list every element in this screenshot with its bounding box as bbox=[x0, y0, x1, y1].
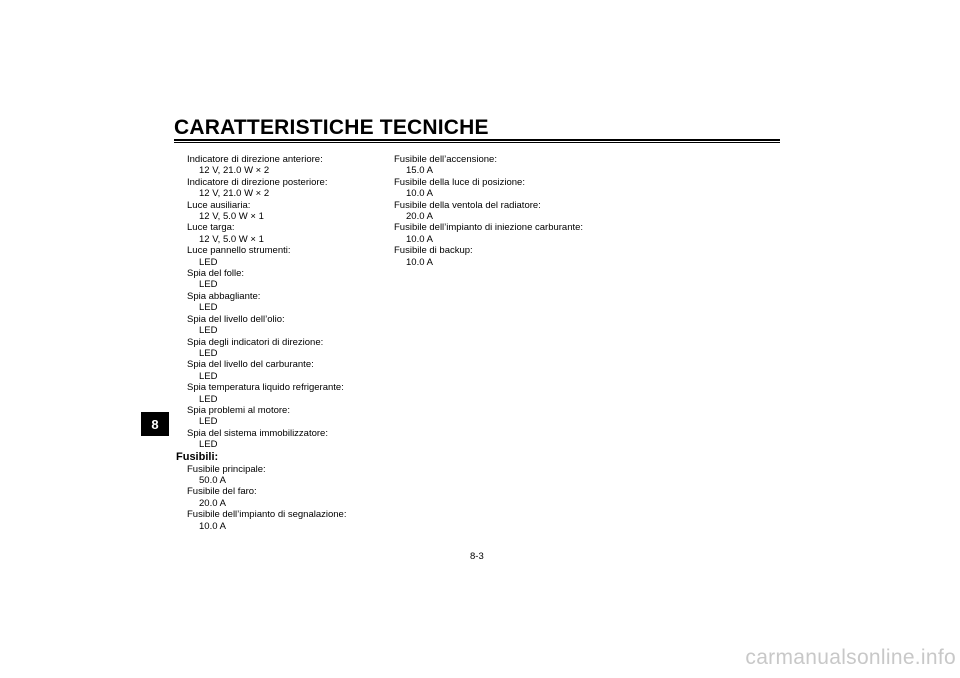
spec-item bbox=[187, 222, 387, 245]
spec-label: Indicatore di direzione anteriore: bbox=[187, 154, 323, 165]
spec-value: 50.0 A bbox=[199, 474, 226, 486]
spec-item bbox=[187, 359, 387, 382]
spec-item bbox=[187, 154, 387, 177]
spec-item bbox=[187, 464, 387, 487]
spec-value: LED bbox=[199, 393, 218, 405]
spec-value: LED bbox=[199, 279, 218, 291]
spec-label: Spia del livello dell’olio: bbox=[187, 313, 285, 325]
spec-label: Fusibile dell’impianto di iniezione carburante: bbox=[394, 222, 584, 234]
spec-value: 12 V, 5.0 W × 1 bbox=[199, 211, 264, 223]
page-title: CARATTERISTICHE TECNICHE bbox=[174, 116, 489, 139]
spec-label: Luce targa: bbox=[187, 222, 235, 234]
spec-label: Spia degli indicatori di direzione: bbox=[187, 336, 324, 348]
spec-value: LED bbox=[199, 416, 218, 428]
section-heading-fuses: Fusibili: bbox=[176, 450, 219, 463]
spec-list-bulbs bbox=[187, 154, 387, 451]
spec-item bbox=[187, 428, 387, 451]
spec-item bbox=[187, 177, 387, 200]
spec-item bbox=[187, 200, 387, 223]
spec-value: 20.0 A bbox=[406, 211, 433, 223]
spec-item bbox=[187, 245, 387, 268]
spec-label: Luce pannello strumenti: bbox=[187, 245, 291, 257]
spec-item bbox=[394, 222, 614, 245]
spec-item bbox=[394, 245, 614, 268]
spec-item bbox=[187, 337, 387, 360]
spec-item bbox=[187, 268, 387, 291]
spec-value: 12 V, 21.0 W × 2 bbox=[199, 165, 270, 177]
spec-value: LED bbox=[199, 439, 218, 451]
watermark: carmanualsonline.info bbox=[745, 646, 956, 669]
spec-label: Fusibile principale: bbox=[187, 463, 266, 475]
spec-label: Spia del folle: bbox=[187, 268, 245, 280]
spec-label: Spia del sistema immobilizzatore: bbox=[187, 427, 328, 439]
page-number: 8-3 bbox=[470, 551, 484, 562]
spec-label: Fusibile della luce di posizione: bbox=[394, 176, 525, 188]
spec-value: 10.0 A bbox=[406, 233, 433, 245]
spec-value: LED bbox=[199, 302, 218, 314]
chapter-tab: 8 bbox=[141, 412, 169, 436]
right-column bbox=[394, 154, 614, 268]
spec-label: Fusibile di backup: bbox=[394, 245, 473, 257]
spec-value: 10.0 A bbox=[406, 188, 433, 200]
spec-label: Indicatore di direzione posteriore: bbox=[187, 176, 328, 188]
spec-value: 15.0 A bbox=[406, 165, 433, 177]
spec-value: LED bbox=[199, 256, 218, 268]
spec-label: Luce ausiliaria: bbox=[187, 199, 251, 211]
spec-item bbox=[187, 405, 387, 428]
spec-value: LED bbox=[199, 370, 218, 382]
spec-label: Fusibile della ventola del radiatore: bbox=[394, 199, 541, 211]
spec-list-fuses bbox=[187, 464, 387, 532]
spec-item bbox=[187, 382, 387, 405]
spec-value: 10.0 A bbox=[406, 256, 433, 268]
spec-value: LED bbox=[199, 325, 218, 337]
spec-item bbox=[394, 154, 614, 177]
spec-item bbox=[394, 177, 614, 200]
spec-item bbox=[394, 200, 614, 223]
spec-item bbox=[187, 486, 387, 509]
spec-value: 12 V, 5.0 W × 1 bbox=[199, 233, 264, 245]
spec-list-fuses-cont bbox=[394, 154, 614, 268]
header-rule-thin bbox=[174, 142, 780, 143]
spec-label: Fusibile del faro: bbox=[187, 486, 257, 498]
spec-label: Spia abbagliante: bbox=[187, 290, 261, 302]
spec-item bbox=[187, 314, 387, 337]
spec-label: Fusibile dell’accensione: bbox=[394, 154, 497, 165]
header-rule bbox=[174, 139, 780, 141]
spec-value: 10.0 A bbox=[199, 520, 226, 532]
spec-label: Spia temperatura liquido refrigerante: bbox=[187, 382, 344, 394]
spec-value: LED bbox=[199, 347, 218, 359]
spec-label: Spia problemi al motore: bbox=[187, 404, 290, 416]
spec-value: 20.0 A bbox=[199, 497, 226, 509]
spec-label: Spia del livello del carburante: bbox=[187, 359, 314, 371]
left-column bbox=[176, 154, 387, 532]
spec-label: Fusibile dell’impianto di segnalazione: bbox=[187, 509, 347, 521]
spec-value: 12 V, 21.0 W × 2 bbox=[199, 188, 270, 200]
spec-item bbox=[187, 291, 387, 314]
spec-item bbox=[187, 509, 387, 532]
